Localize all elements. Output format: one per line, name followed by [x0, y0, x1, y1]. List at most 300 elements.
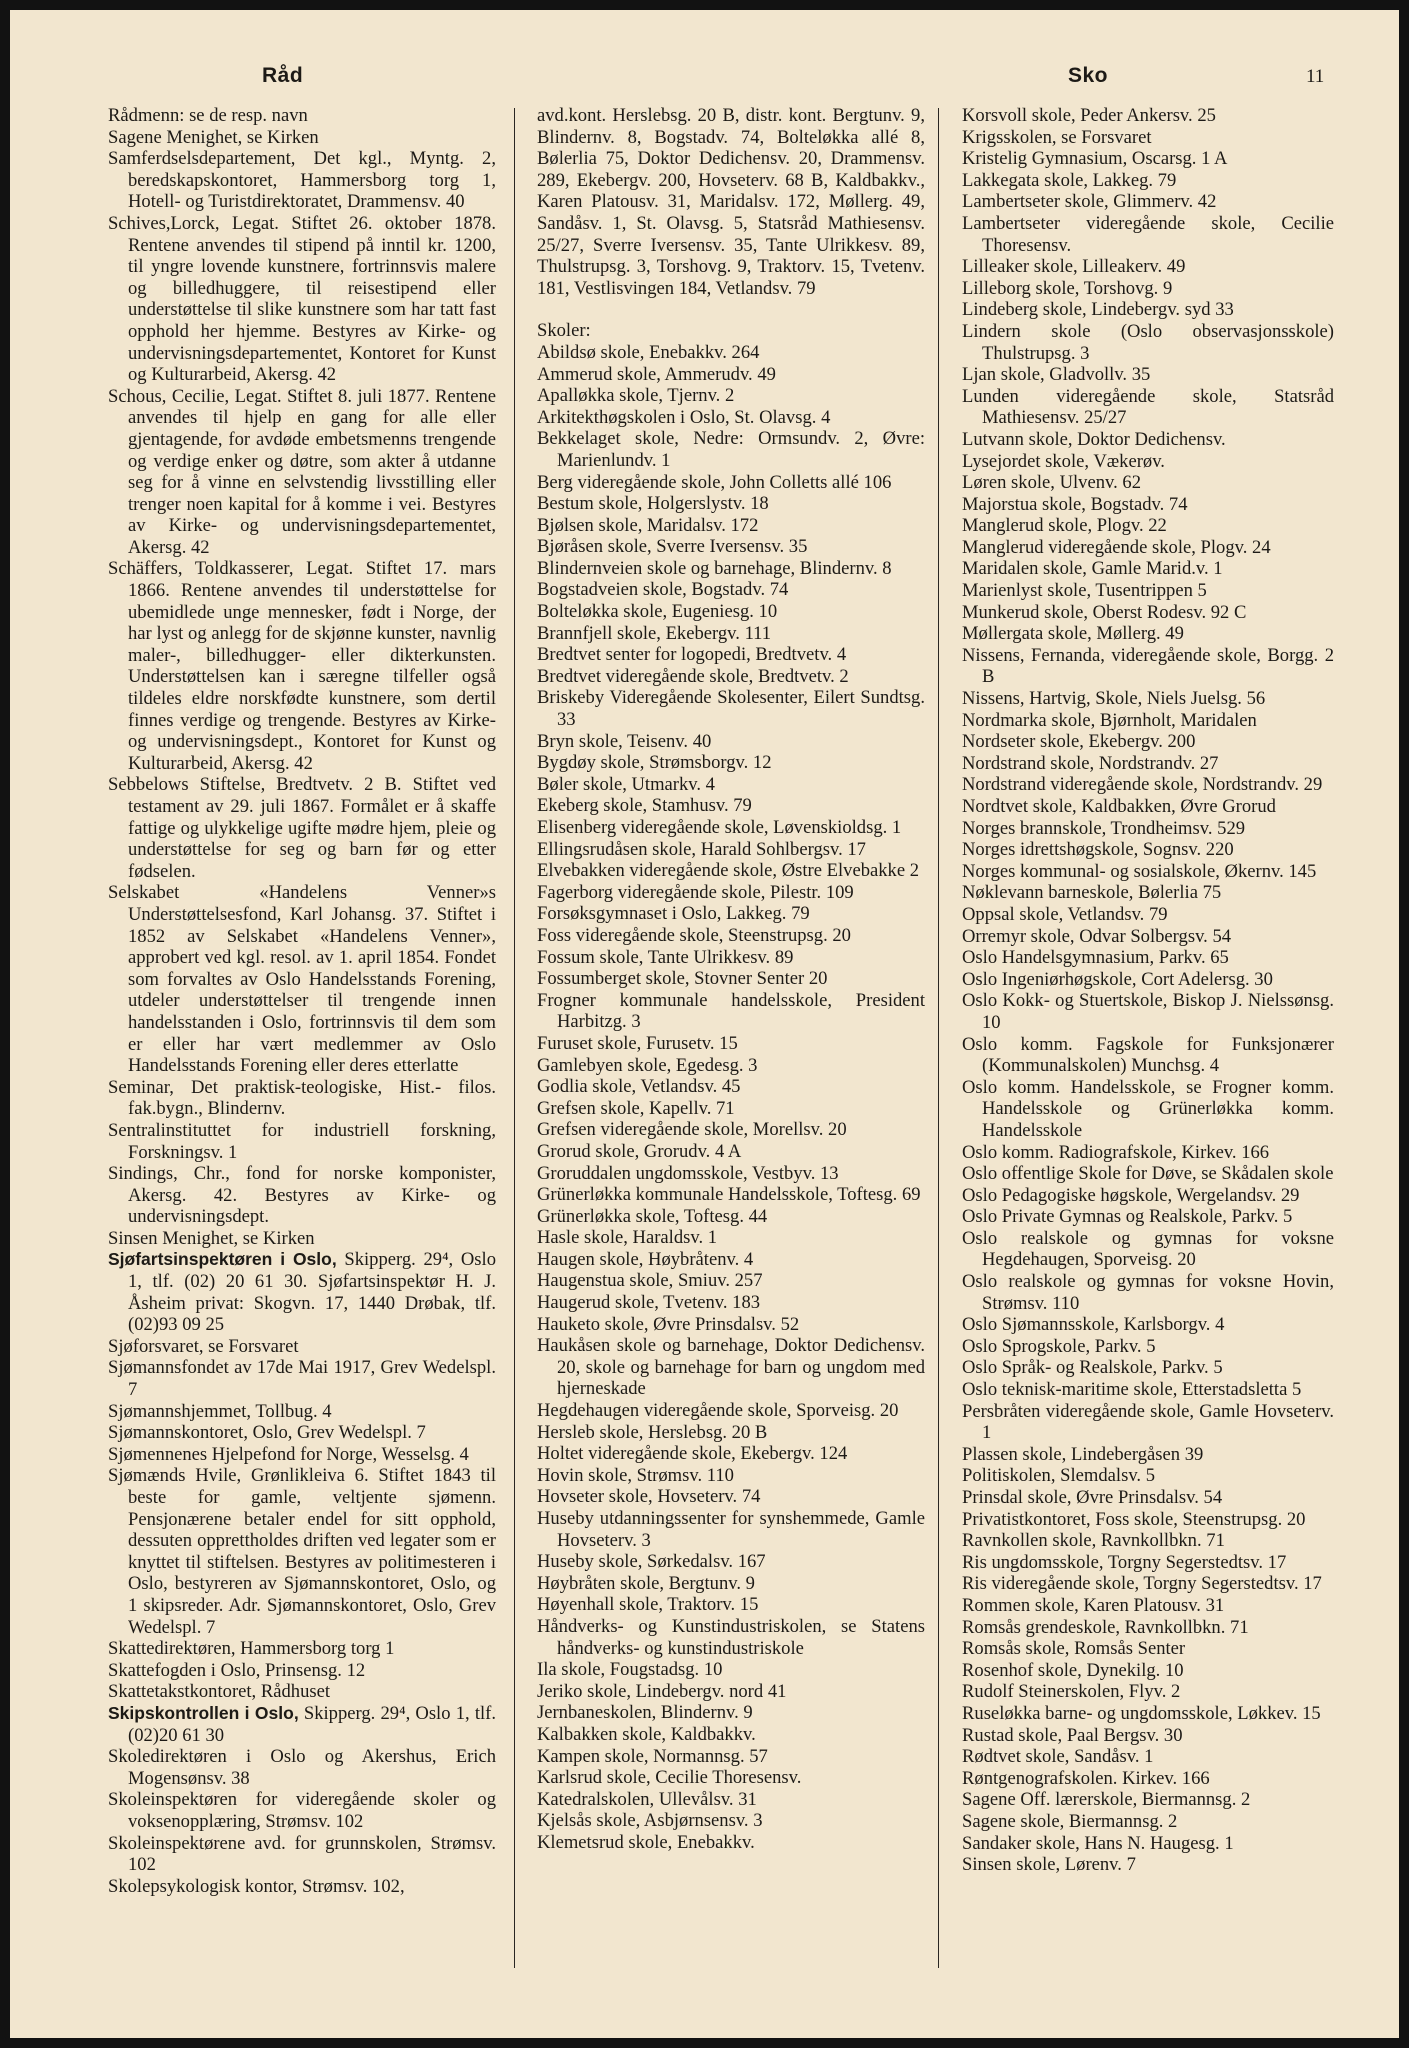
entry-text: Bredtvet senter for logopedi, Bredtvetv. 4 — [537, 644, 847, 666]
directory-entry — [537, 579, 925, 601]
entry-text: Oslo Kokk- og Stuertskole, Biskop J. Nielssønsg. 10 — [962, 990, 1334, 1033]
entry-text: Lindern skole (Oslo observasjonsskole) Thulstrupsg. 3 — [962, 320, 1334, 364]
directory-entry — [108, 1444, 496, 1466]
directory-entry — [962, 731, 1334, 753]
directory-entry — [537, 731, 925, 753]
entry-text: Skoleinspektørene avd. for grunnskolen, Strømsv. 102 — [108, 1832, 496, 1876]
directory-entry — [537, 1206, 925, 1228]
entry-text: Hovin skole, Strømsv. 110 — [537, 1464, 734, 1486]
entry-text: Schous, Cecilie, Legat. Stiftet 8. juli 1877. Rentene anvendes til hjelp en gang for alle eller gjentagende, for avdøde embetsmenns trengende og verdige enker og døtre, som akter å utdanne seg for å vinne en selvstendig livsstilling eller trenger noen kapital for å komme i vei. Bestyres av Kirke- og undervisningsdepartementet, Akersg. 42 — [108, 385, 496, 558]
directory-entry — [537, 752, 925, 774]
left-running-head: Råd — [262, 64, 304, 87]
directory-entry — [962, 969, 1334, 991]
directory-entry — [962, 1077, 1334, 1142]
directory-entry — [962, 1034, 1334, 1077]
directory-entry — [962, 623, 1334, 645]
directory-entry — [537, 1076, 925, 1098]
entry-text: Grünerløkka kommunale Handelsskole, Toftesg. 69 — [537, 1184, 921, 1206]
directory-entry — [962, 1854, 1334, 1876]
entry-text: Sebbelows Stiftelse, Bredtvetv. 2 B. Stiftet ved testament av 29. juli 1867. Formålet er å skaffe fattige og ulykkelige ugifte mødre hjem, pleie og understøttelse for seg og barn før og etter fødselen. — [108, 774, 496, 882]
entry-text: Seminar, Det praktisk-teologiske, Hist.- filos. fak.bygn., Blindernv. — [108, 1076, 496, 1120]
directory-entry — [537, 493, 925, 515]
entry-text: Ruseløkka barne- og ungdomsskole, Løkkev. 15 — [962, 1702, 1321, 1724]
directory-entry — [537, 1681, 925, 1703]
entry-text: Jernbaneskolen, Blindernv. 9 — [537, 1702, 753, 1724]
directory-entry — [108, 1638, 496, 1660]
entry-text: Ila skole, Fougstadsg. 10 — [537, 1659, 723, 1681]
directory-entry — [962, 1681, 1334, 1703]
entry-text: Lakkegata skole, Lakkeg. 79 — [962, 169, 1177, 191]
directory-entry — [537, 817, 925, 839]
entry-text: Rustad skole, Paal Bergsv. 30 — [962, 1724, 1183, 1746]
entry-text: Hersleb skole, Herslebsg. 20 B — [537, 1421, 768, 1443]
entry-text: Brannfjell skole, Ekebergv. 111 — [537, 622, 772, 644]
directory-entry — [108, 1228, 496, 1250]
directory-entry — [962, 839, 1334, 861]
directory-entry — [962, 1768, 1334, 1790]
entry-text: avd.kont. Herslebsg. 20 B, distr. kont. Bergtunv. 9, Blindernv. 8, Bogstadv. 74, Bolteløkka allé 8, Bølerlia 75, Doktor Dedichensv. 20, Drammensv. 289, Ekebergv. 200, Hovseterv. 68 B, Kaldbakkv., Karen Platousv. 31, Maridalsv. 172, Møllerg. 49, Sandåsv. 1, St. Olavsg. 5, Statsråd Mathiesensv. 25/27, Sverre Iversensv. 35, Tante Ulrikkesv. 89, Thulstrupsg. 3, Torshovg. 9, Traktorv. 15, Tvetenv. 181, Vestlisvingen 184, Vetlandsv. 79 — [537, 105, 925, 299]
entry-text: Norges kommunal- og sosialskole, Økernv. 145 — [962, 860, 1317, 882]
entry-text: Lilleaker skole, Lilleakerv. 49 — [962, 256, 1186, 278]
directory-entry — [537, 385, 925, 407]
directory-entry — [537, 1789, 925, 1811]
directory-entry — [537, 601, 925, 623]
right-running-head: Sko — [1068, 64, 1109, 87]
directory-entry — [962, 1206, 1334, 1228]
directory-entry — [962, 1746, 1334, 1768]
directory-entry — [962, 1142, 1334, 1164]
directory-entry — [537, 1486, 925, 1508]
entry-text: Karlsrud skole, Cecilie Thoresensv. — [537, 1767, 802, 1789]
entry-text: Nordmarka skole, Bjørnholt, Maridalen — [962, 709, 1257, 731]
entry-text: Sinsen Menighet, se Kirken — [108, 1227, 315, 1249]
entry-text: Løren skole, Ulvenv. 62 — [962, 472, 1142, 494]
entry-text: Skipperg. 29⁴, Oslo 1, tlf. (02) 20 61 30. Sjøfartsinspektør H. J. Åsheim privat: Skogvn. 17, 1440 Drøbak, tlf. (02)93 09 25 — [128, 1249, 496, 1336]
directory-entry — [537, 1184, 925, 1206]
directory-entry — [108, 1422, 496, 1444]
directory-entry — [537, 903, 925, 925]
directory-entry — [108, 1746, 496, 1789]
entry-text: Møllergata skole, Møllerg. 49 — [962, 623, 1184, 645]
entry-text: Marienlyst skole, Tusentrippen 5 — [962, 580, 1207, 602]
entry-text: Grefsen skole, Kapellv. 71 — [537, 1097, 735, 1119]
directory-entry — [537, 472, 925, 494]
directory-entry — [108, 882, 496, 1076]
directory-entry — [962, 904, 1334, 926]
entry-text: Oppsal skole, Vetlandsv. 79 — [962, 903, 1168, 925]
entry-text: Groruddalen ungdomsskole, Vestbyv. 13 — [537, 1162, 839, 1184]
directory-entry — [962, 1444, 1334, 1466]
directory-entry — [537, 1508, 925, 1551]
directory-entry — [962, 1595, 1334, 1617]
entry-text: Sjømannskontoret, Oslo, Grev Wedelspl. 7 — [108, 1422, 426, 1444]
entry-text: Bygdøy skole, Strømsborgv. 12 — [537, 752, 772, 774]
directory-entry — [537, 342, 925, 364]
directory-entry — [537, 1443, 925, 1465]
directory-entry — [537, 644, 925, 666]
entry-text: Lutvann skole, Doktor Dedichensv. — [962, 428, 1226, 450]
column-divider — [938, 108, 939, 1968]
entry-text: Romsås skole, Romsås Senter — [962, 1638, 1186, 1660]
entry-text: Bestum skole, Holgerslystv. 18 — [537, 493, 769, 515]
entry-text: Oslo komm. Fagskole for Funksjonærer (Kommunalskolen) Munchsg. 4 — [962, 1033, 1334, 1077]
directory-entry — [108, 1833, 496, 1876]
directory-entry — [962, 1617, 1334, 1639]
directory-entry — [537, 428, 925, 471]
entry-text: Schäffers, Toldkasserer, Legat. Stiftet 17. mars 1866. Rentene anvendes til understøttelse for ubemidlede unge mennesker, født i Norge, der har lyst og anlegg for de skjønne kunster, navnlig maler-, billedhugger- eller dikterkunsten. Understøttelsen kan i særegne tilfeller også tildeles eldre norskfødte kunstnere, som dertil finnes verdige og trengende. Bestyres av Kirke- og undervisningsdept., Kontoret for Kunst og Kulturarbeid, Akersg. 42 — [108, 558, 496, 774]
directory-entry — [537, 1163, 925, 1185]
directory-entry — [108, 1703, 496, 1746]
entry-text: Nøklevann barneskole, Bølerlia 75 — [962, 882, 1222, 904]
entry-text: Lunden videregående skole, Statsråd Mathiesensv. 25/27 — [962, 385, 1334, 429]
directory-entry — [962, 278, 1334, 300]
entry-text: Skolepsykologisk kontor, Strømsv. 102, — [108, 1875, 405, 1897]
directory-entry — [537, 968, 925, 990]
directory-entry — [108, 1357, 496, 1400]
directory-entry — [537, 1314, 925, 1336]
entry-text: Fossum skole, Tante Ulrikkesv. 89 — [537, 946, 794, 968]
directory-entry — [962, 1271, 1334, 1314]
directory-entry — [537, 1810, 925, 1832]
entry-text: Grünerløkka skole, Toftesg. 44 — [537, 1205, 768, 1227]
directory-entry — [537, 1141, 925, 1163]
entry-text: Huseby utdanningssenter for synshemmede, Gamle Hovseterv. 3 — [537, 1508, 925, 1551]
entry-text: Selskabet «Handelens Venner»s Understøttelsesfond, Karl Johansg. 37. Stiftet i 1852 av Selskabet «Handelens Venner», approbert ved kgl. resol. av 1. april 1854. Fondet som forvaltes av Oslo Handelsstands Forening, utdeler understøttelser til trengende innen handelsstanden i Oslo, fortrinnsvis til dem som er eller har vært medlemmer av Oslo Handelsstands Forening eller deres etterlatte — [108, 882, 496, 1077]
directory-entry — [537, 364, 925, 386]
entry-text: Furuset skole, Furusetv. 15 — [537, 1032, 738, 1054]
entry-text: Kalbakken skole, Kaldbakkv. — [537, 1723, 756, 1745]
directory-entry — [962, 472, 1334, 494]
directory-entry — [537, 1055, 925, 1077]
entry-heading: Sjøfartsinspektøren i Oslo, — [108, 1249, 337, 1270]
entry-text: Ris videregående skole, Torgny Segerstedtsv. 17 — [962, 1573, 1322, 1595]
directory-entry — [537, 623, 925, 645]
page-number: 11 — [1306, 66, 1325, 87]
directory-entry — [962, 170, 1334, 192]
entry-text: Sjømænds Hvile, Grønlikleiva 6. Stiftet 1843 til beste for gamle, veltjente sjømenn. Pensjonærene betaler endel for sitt opphold, dessuten opprettholdes driften ved legater som er knyttet til stiftelsen. Bestyres av politimesteren i Oslo, bestyreren av Sjømannskontoret, Oslo, og 1 skipsreder. Adr. Sjømannskontoret, Oslo, Grev Wedelspl. 7 — [108, 1465, 496, 1638]
entry-text: Frogner kommunale handelsskole, President Harbitzg. 3 — [537, 989, 925, 1033]
entry-text: Ris ungdomsskole, Torgny Segerstedtsv. 17 — [962, 1551, 1287, 1573]
directory-entry — [537, 795, 925, 817]
directory-entry — [962, 1530, 1334, 1552]
entry-text: Sjøforsvaret, se Forsvaret — [108, 1335, 299, 1357]
directory-entry — [108, 1077, 496, 1120]
directory-entry — [962, 429, 1334, 451]
directory-entry — [962, 1379, 1334, 1401]
column-divider — [514, 108, 515, 1968]
entry-text: Nordstrand skole, Nordstrandv. 27 — [962, 752, 1219, 774]
entry-text: Grorud skole, Grorudv. 4 A — [537, 1140, 742, 1162]
entry-text: Oslo offentlige Skole for Døve, se Skådalen skole — [962, 1163, 1334, 1185]
directory-entry — [108, 1465, 496, 1638]
entry-text: Hovseter skole, Hovseterv. 74 — [537, 1486, 761, 1508]
entry-text: Sagene Off. lærerskole, Biermannsg. 2 — [962, 1789, 1251, 1811]
entry-text: Kampen skole, Normannsg. 57 — [537, 1745, 768, 1767]
directory-entry — [108, 558, 496, 774]
entry-text: Ravnkollen skole, Ravnkollbkn. 71 — [962, 1530, 1225, 1552]
directory-entry — [962, 1228, 1334, 1271]
entry-text: Høybråten skole, Bergtunv. 9 — [537, 1572, 755, 1594]
directory-entry — [962, 774, 1334, 796]
entry-text: Oslo Handelsgymnasium, Parkv. 65 — [962, 947, 1229, 969]
entry-text: Bredtvet videregående skole, Bredtvetv. 2 — [537, 665, 849, 687]
entry-text: Skoledirektøren i Oslo og Akershus, Erich Mogensønsv. 38 — [108, 1746, 496, 1789]
entry-text: Berg videregående skole, John Colletts allé 106 — [537, 471, 892, 493]
entry-text: Manglerud videregående skole, Plogv. 24 — [962, 536, 1271, 558]
directory-entry — [108, 1163, 496, 1228]
entry-text: Oslo Pedagogiske høgskole, Wergelandsv. 29 — [962, 1184, 1300, 1206]
entry-text: Røntgenografskolen. Kirkev. 166 — [962, 1767, 1210, 1789]
column-2 — [537, 105, 925, 1854]
directory-entry — [962, 191, 1334, 213]
entry-text: Hegdehaugen videregående skole, Sporveisg. 20 — [537, 1400, 899, 1422]
directory-entry — [537, 1227, 925, 1249]
directory-entry — [537, 1400, 925, 1422]
entry-text: Rådmenn: se de resp. navn — [108, 105, 308, 126]
entry-text: Oslo realskole og gymnas for voksne Hovin, Strømsv. 110 — [962, 1271, 1334, 1314]
directory-entry — [537, 666, 925, 688]
entry-text: Nordtvet skole, Kaldbakken, Øvre Grorud — [962, 796, 1276, 817]
directory-entry — [962, 1487, 1334, 1509]
directory-entry — [537, 1270, 925, 1292]
entry-text: Oslo Sjømannsskole, Karlsborgv. 4 — [962, 1314, 1225, 1336]
entry-text: Sagene Menighet, se Kirken — [108, 126, 319, 148]
directory-entry — [962, 1401, 1334, 1444]
entry-text: Jeriko skole, Lindebergv. nord 41 — [537, 1680, 787, 1702]
entry-text: Håndverks- og Kunstindustriskolen, se Statens håndverks- og kunstindustriskole — [537, 1615, 925, 1659]
directory-entry — [962, 861, 1334, 883]
entry-text: Nordseter skole, Ekebergv. 200 — [962, 731, 1196, 753]
entry-text: Sagene skole, Biermannsg. 2 — [962, 1810, 1178, 1832]
entry-text: Skipperg. 29⁴, Oslo 1, tlf. (02)20 61 30 — [128, 1702, 496, 1746]
entry-text: Ammerud skole, Ammerudv. 49 — [537, 363, 776, 385]
directory-entry — [962, 494, 1334, 516]
entry-text: Forsøksgymnaset i Oslo, Lakkeg. 79 — [537, 903, 810, 925]
entry-text: Sjømannsfondet av 17de Mai 1917, Grev Wedelspl. 7 — [108, 1357, 496, 1401]
directory-entry — [962, 148, 1334, 170]
directory-entry — [962, 947, 1334, 969]
directory-entry — [537, 558, 925, 580]
directory-entry — [962, 386, 1334, 429]
entry-text: Kjelsås skole, Asbjørnsensv. 3 — [537, 1810, 763, 1832]
entry-text: Maridalen skole, Gamle Marid.v. 1 — [962, 558, 1223, 580]
entry-text: Oslo Sprogskole, Parkv. 5 — [962, 1335, 1156, 1357]
directory-entry — [537, 1119, 925, 1141]
entry-text: Kristelig Gymnasium, Oscarsg. 1 A — [962, 148, 1228, 170]
directory-entry — [962, 990, 1334, 1033]
directory-entry — [537, 687, 925, 730]
directory-entry — [537, 1573, 925, 1595]
directory-entry — [962, 1336, 1334, 1358]
directory-entry — [537, 1292, 925, 1314]
directory-entry — [537, 105, 925, 299]
directory-entry — [537, 1746, 925, 1768]
entry-text: Romsås grendeskole, Ravnkollbkn. 71 — [962, 1616, 1249, 1638]
entry-text: Blindernveien skole og barnehage, Blindernv. 8 — [537, 557, 892, 579]
directory-entry — [537, 925, 925, 947]
entry-text: Skoler: — [537, 320, 591, 342]
entry-text: Munkerud skole, Oberst Rodesv. 92 C — [962, 601, 1247, 623]
entry-text: Oslo realskole og gymnas for voksne Hegdehaugen, Sporveisg. 20 — [962, 1227, 1334, 1271]
directory-entry — [108, 1681, 496, 1703]
entry-text: Rudolf Steinerskolen, Flyv. 2 — [962, 1681, 1181, 1703]
entry-text: Fossumberget skole, Stovner Senter 20 — [537, 968, 828, 990]
directory-entry — [962, 753, 1334, 775]
directory-entry — [962, 515, 1334, 537]
entry-text: Ellingsrudåsen skole, Harald Sohlbergsv. 17 — [537, 838, 866, 860]
entry-text: Elvebakken videregående skole, Østre Elvebakke 2 — [537, 860, 920, 882]
directory-entry — [962, 602, 1334, 624]
entry-text: Rosenhof skole, Dynekilg. 10 — [962, 1659, 1184, 1681]
directory-entry — [537, 536, 925, 558]
entry-text: Lysejordet skole, Vækerøv. — [962, 450, 1165, 472]
entry-text: Hauketo skole, Øvre Prinsdalsv. 52 — [537, 1313, 800, 1335]
entry-text: Schives,Lorck, Legat. Stiftet 26. oktober 1878. Rentene anvendes til stipend på inntil kr. 1200, til yngre lovende kunstnere, fortrinnsvis malere og billedhuggere, til reisestipend eller understøttelse til slike kunstnere som har tatt fast opphold her hjemme. Bestyres av Kirke- og undervisningsdepartementet, Kontoret for Kunst og Kulturarbeid, Akersg. 42 — [108, 212, 496, 386]
entry-text: Klemetsrud skole, Enebakkv. — [537, 1831, 755, 1853]
directory-entry — [962, 451, 1334, 473]
directory-entry — [962, 1660, 1334, 1682]
directory-entry — [108, 213, 496, 386]
entry-text: Haugenstua skole, Smiuv. 257 — [537, 1270, 763, 1292]
entry-text: Persbråten videregående skole, Gamle Hovseterv. 1 — [962, 1400, 1334, 1444]
entry-text: Apalløkka skole, Tjernv. 2 — [537, 385, 735, 407]
entry-text: Krigsskolen, se Forsvaret — [962, 126, 1152, 148]
entry-text: Bekkelaget skole, Nedre: Ormsundv. 2, Øvre: Marienlundv. 1 — [537, 428, 925, 471]
entry-text: Lambertseter videregående skole, Cecilie Thoresensv. — [962, 212, 1334, 256]
entry-text: Ljan skole, Gladvollv. 35 — [962, 364, 1151, 386]
entry-text: Oslo komm. Handelsskole, se Frogner komm. Handelsskole og Grünerløkka komm. Handelsskole — [962, 1076, 1334, 1141]
directory-entry — [108, 1660, 496, 1682]
directory-entry — [962, 796, 1334, 818]
directory-entry — [962, 1789, 1334, 1811]
entry-text: Skattefogden i Oslo, Prinsensg. 12 — [108, 1659, 366, 1681]
entry-gap — [537, 299, 925, 320]
entry-text: Prinsdal skole, Øvre Prinsdalsv. 54 — [962, 1487, 1223, 1508]
directory-entry — [537, 515, 925, 537]
directory-entry — [962, 1638, 1334, 1660]
directory-entry — [962, 1573, 1334, 1595]
entry-text: Holtet videregående skole, Ekebergv. 124 — [537, 1443, 848, 1465]
directory-entry — [962, 364, 1334, 386]
entry-text: Gamlebyen skole, Egedesg. 3 — [537, 1054, 758, 1076]
entry-text: Foss videregående skole, Steenstrupsg. 20 — [537, 924, 851, 946]
directory-entry — [537, 774, 925, 796]
entry-text: Majorstua skole, Bogstadv. 74 — [962, 493, 1188, 515]
entry-text: Høyenhall skole, Traktorv. 15 — [537, 1594, 759, 1616]
directory-entry — [962, 1725, 1334, 1747]
directory-entry — [537, 1033, 925, 1055]
entry-text: Grefsen videregående skole, Morellsv. 20 — [537, 1119, 847, 1141]
directory-entry — [962, 1811, 1334, 1833]
entry-text: Haugen skole, Høybråtenv. 4 — [537, 1248, 754, 1270]
directory-entry — [962, 1552, 1334, 1574]
directory-entry — [962, 818, 1334, 840]
directory-entry — [962, 321, 1334, 364]
entry-text: Sinsen skole, Lørenv. 7 — [962, 1854, 1136, 1876]
directory-entry — [962, 1703, 1334, 1725]
entry-text: Sjømannshjemmet, Tollbug. 4 — [108, 1400, 332, 1422]
entry-text: Plassen skole, Lindebergåsen 39 — [962, 1443, 1204, 1465]
entry-text: Oslo Private Gymnas og Realskole, Parkv. 5 — [962, 1206, 1293, 1228]
entry-text: Skattedirektøren, Hammersborg torg 1 — [108, 1638, 395, 1660]
directory-entry — [537, 882, 925, 904]
entry-text: Privatistkontoret, Foss skole, Steenstrupsg. 20 — [962, 1508, 1306, 1530]
directory-entry — [537, 1098, 925, 1120]
directory-entry — [962, 213, 1334, 256]
directory-entry — [537, 1594, 925, 1616]
entry-text: Elisenberg videregående skole, Løvenskioldsg. 1 — [537, 817, 902, 838]
directory-entry — [962, 1465, 1334, 1487]
entry-text: Samferdselsdepartement, Det kgl., Myntg. 2, beredskapskontoret, Hammersborg torg 1, Hotell- og Turistdirektoratet, Drammensv. 40 — [108, 148, 496, 213]
directory-entry — [537, 407, 925, 429]
entry-text: Bøler skole, Utmarkv. 4 — [537, 773, 715, 795]
entry-text: Skoleinspektøren for videregående skoler og voksenopplæring, Strømsv. 102 — [108, 1789, 496, 1832]
entry-text: Korsvoll skole, Peder Ankersv. 25 — [962, 105, 1216, 126]
directory-entry — [962, 1314, 1334, 1336]
directory-entry — [108, 105, 496, 127]
directory-entry — [108, 1401, 496, 1423]
directory-entry — [108, 1120, 496, 1163]
entry-text: Rødtvet skole, Sandåsv. 1 — [962, 1746, 1154, 1768]
directory-entry — [537, 1767, 925, 1789]
directory-entry — [108, 1249, 496, 1335]
directory-entry — [537, 1551, 925, 1573]
directory-entry — [108, 1336, 496, 1358]
directory-entry — [962, 299, 1334, 321]
directory-entry — [537, 947, 925, 969]
entry-text: Oslo komm. Radiografskole, Kirkev. 166 — [962, 1141, 1270, 1163]
entry-text: Oslo Språk- og Realskole, Parkv. 5 — [962, 1357, 1223, 1379]
entry-text: Bolteløkka skole, Eugeniesg. 10 — [537, 601, 778, 623]
column-1 — [108, 105, 496, 1897]
directory-entry — [962, 256, 1334, 278]
directory-entry — [537, 1702, 925, 1724]
directory-entry — [962, 558, 1334, 580]
directory-entry — [537, 839, 925, 861]
entry-heading: Skipskontrollen i Oslo, — [108, 1702, 299, 1723]
directory-entry — [962, 537, 1334, 559]
directory-entry — [537, 1616, 925, 1659]
entry-text: Lilleborg skole, Torshovg. 9 — [962, 277, 1173, 299]
directory-entry — [537, 320, 925, 342]
entry-text: Sjømennenes Hjelpefond for Norge, Wesselsg. 4 — [108, 1443, 469, 1465]
entry-text: Oslo Ingeniørhøgskole, Cort Adelersg. 30 — [962, 968, 1273, 990]
entry-text: Nissens, Fernanda, videregående skole, Borgg. 2 B — [962, 644, 1334, 688]
directory-entry — [962, 105, 1334, 127]
entry-text: Bogstadveien skole, Bogstadv. 74 — [537, 579, 789, 601]
entry-text: Katedralskolen, Ullevålsv. 31 — [537, 1788, 757, 1810]
entry-text: Bjøråsen skole, Sverre Iversensv. 35 — [537, 536, 808, 558]
entry-text: Lambertseter skole, Glimmerv. 42 — [962, 191, 1217, 213]
directory-entry — [537, 1659, 925, 1681]
directory-entry — [962, 127, 1334, 149]
entry-text: Briskeby Videregående Skolesenter, Eilert Sundtsg. 33 — [537, 687, 925, 731]
directory-entry — [962, 710, 1334, 732]
entry-text: Hasle skole, Haraldsv. 1 — [537, 1227, 718, 1249]
directory-entry — [108, 148, 496, 213]
entry-text: Lindeberg skole, Lindebergv. syd 33 — [962, 299, 1234, 321]
entry-text: Norges brannskole, Trondheimsv. 529 — [962, 817, 1246, 839]
directory-entry — [962, 882, 1334, 904]
directory-entry — [108, 1789, 496, 1832]
entry-text: Rommen skole, Karen Platousv. 31 — [962, 1594, 1225, 1616]
directory-entry — [962, 645, 1334, 688]
entry-text: Godlia skole, Vetlandsv. 45 — [537, 1076, 741, 1098]
directory-entry — [537, 1422, 925, 1444]
entry-text: Sandaker skole, Hans N. Haugesg. 1 — [962, 1832, 1234, 1854]
entry-text: Haukåsen skole og barnehage, Doktor Dedichensv. 20, skole og barnehage for barn og ungdom med hjerneskade — [537, 1335, 925, 1400]
entry-text: Bjølsen skole, Maridalsv. 172 — [537, 514, 759, 536]
